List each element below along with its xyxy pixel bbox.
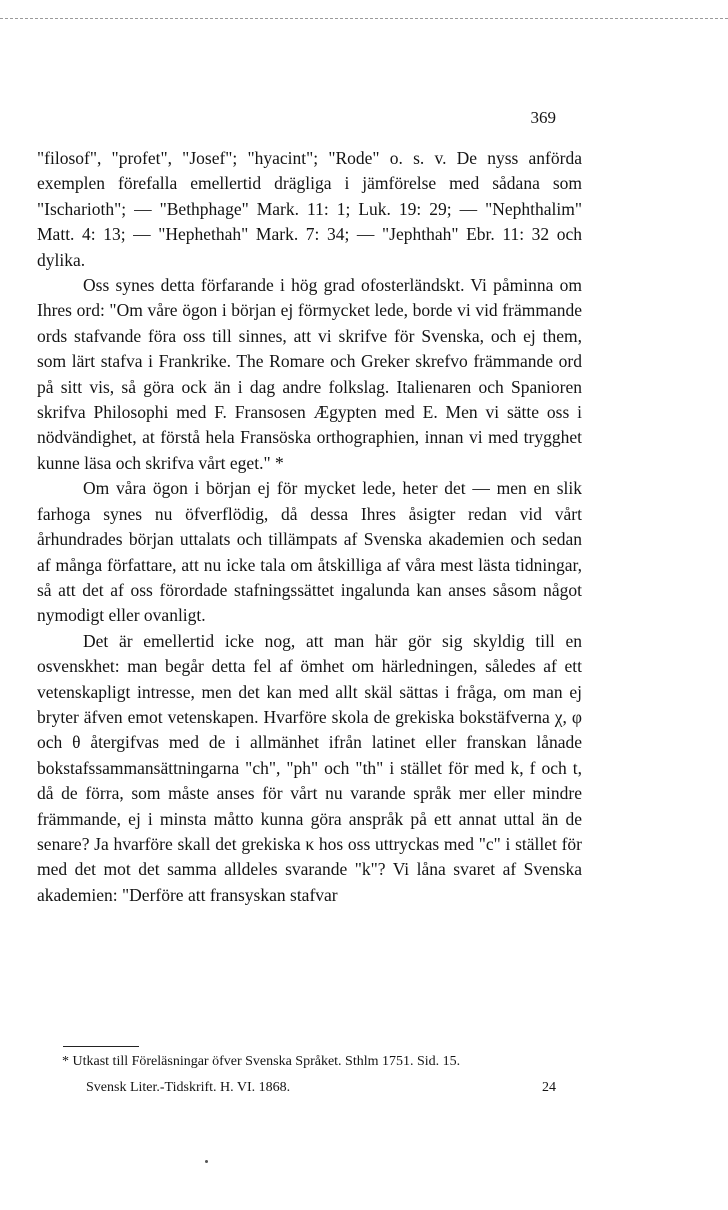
journal-signature: Svensk Liter.-Tidskrift. H. VI. 1868. [86, 1080, 291, 1095]
paragraph-ihre-quote: Oss synes detta förfarande i hög grad ofosterländskt. Vi påminna om Ihres ord: "Om våre ögon i början ej förmycket lede, borde vi vid främmande ords stafvande föra oss till sinnes, att vi skrifve för Svenska, och ej them, som lärt stafva i Frankrike. The Romare och Greker skrefvo främmande ord på sitt vis, så göra ock än i dag andre folkslag. Italienaren och Spanioren skrifva Philosophi med F. Fransosen Ægypten med E. Men vi sätte oss i nödvändighet, at förstå hela Fransöska orthographien, innan vi med trygghet kunne läsa och skrifva vårt eget." * [37, 275, 582, 473]
paragraph-ihre-views: Om våra ögon i början ej för mycket lede, heter det — men en slik farhoga synes nu öfverflödig, då dessa Ihres åsigter redan vid vårt århundrades början uttalats och tillämpats af Svenska akademien och sedan af många författare, att nu icke tala om åtskilliga af våra mest lästa tidningar, så att det af oss förordade stafningssättet ingalunda kan anses såsom något nymodigt eller ovanligt. [37, 478, 582, 626]
footnote: * Utkast till Föreläsningar öfver Svenska Språket. Sthlm 1751. Sid. 15. [62, 1054, 461, 1069]
printer-signature-line [86, 1078, 556, 1098]
paragraph-greek-letters: Det är emellertid icke nog, att man här gör sig skyldig till en osvenskhet: man begår detta fel af ömhet om härledningen, således af ett vetenskapligt intresse, men det kan med allt skäl sättas i fråga, om man ej bryter äfven emot vetenskapen. Hvarföre skola de grekiska bokstäfverna χ, φ och θ återgifvas med de i allmänhet ifrån latinet eller franskan lånade bokstafssammansättningarna "ch", "ph" och "th" i stället för med k, f och t, då de förra, som måste anses för vårt nu varande språk mer eller mindre främmande, ej i minsta måtto kunna göra anspråk på ett annat uttal än de senare? Ja hvarföre skall det grekiska κ hos oss uttryckas med "c" i stället för med det mot det samma alldeles svarande "k"? Vi låna svaret af Svenska akademien: "Derföre att fransyskan stafvar [37, 630, 582, 905]
sheet-number: 24 [542, 1080, 556, 1095]
top-scan-rule [0, 18, 728, 19]
scan-speck [205, 1160, 208, 1163]
footnote-rule [63, 1046, 139, 1047]
paragraph-continuation: "filosof", "profet", "Josef"; "hyacint"; "Rode" o. s. v. De nyss anförda exemplen förefalla emellertid drägliga i jämförelse med sådana som "Ischarioth"; — "Bethphage" Mark. 11: 1; Luk. 19: 29; — "Nephthalim" Matt. 4: 13; — "Hephethah" Mark. 7: 34; — "Jephthah" Ebr. 11: 32 och dylika. [37, 148, 582, 270]
body-text [37, 146, 582, 908]
page-number: 369 [530, 108, 556, 127]
